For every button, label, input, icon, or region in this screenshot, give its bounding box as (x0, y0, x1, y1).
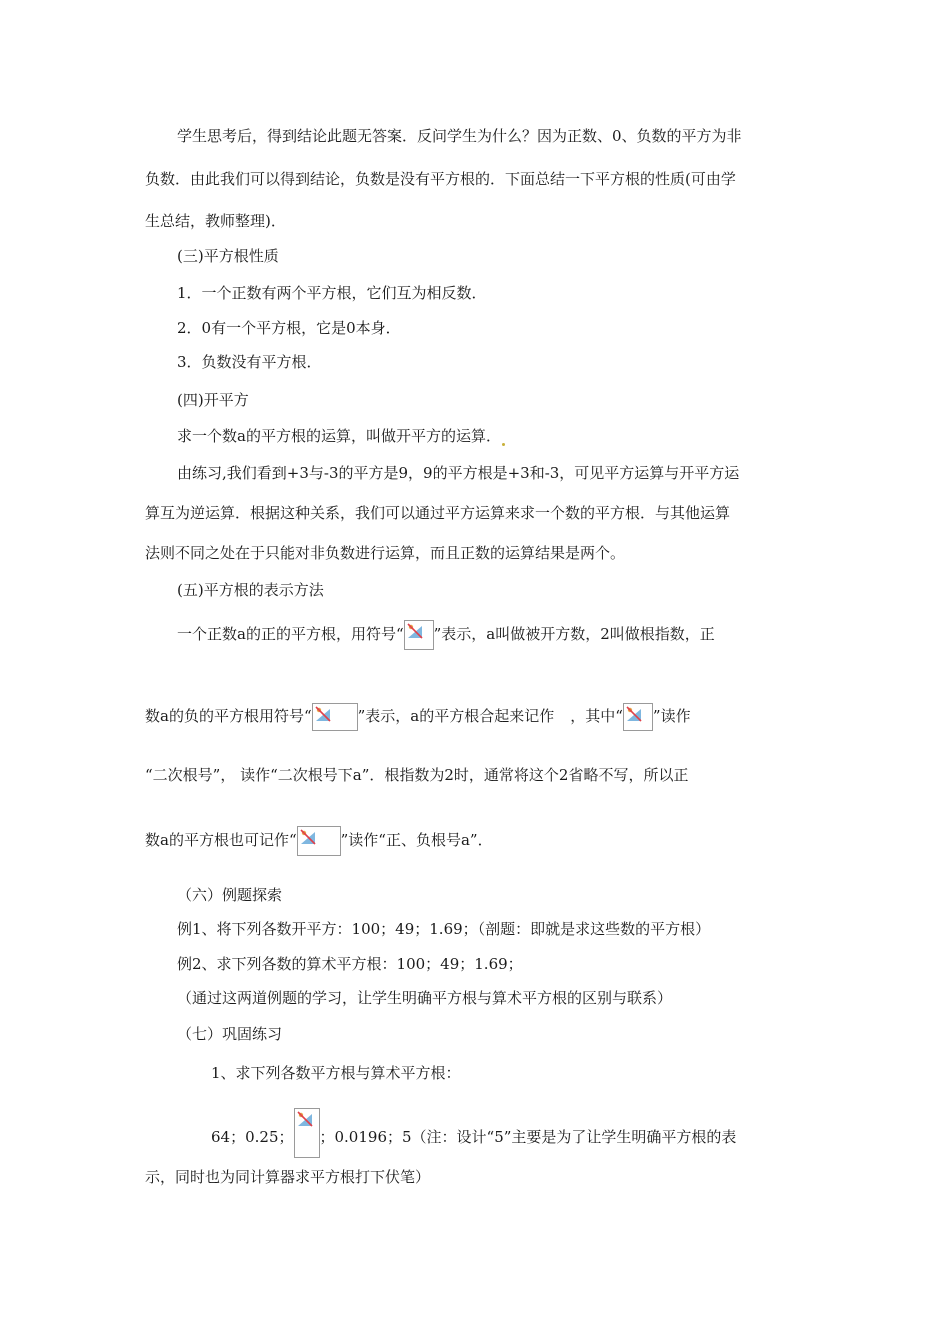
section-4-heading: (四)开平方 (177, 391, 249, 409)
property-3: 3．负数没有平方根． (177, 353, 322, 371)
para-1-line-2: 负数．由此我们可以得到结论，负数是没有平方根的．下面总结一下平方根的性质(可由学 (145, 170, 736, 188)
mark-dot (502, 443, 505, 446)
section-6-heading: （六）例题探索 (177, 886, 283, 904)
section-3-heading: (三)平方根性质 (177, 247, 279, 265)
exercise-1-items-b: ；0.0196；5（注：设计“5”主要是为了让学生明确平方根的表 (319, 1128, 737, 1146)
plus-minus-sqrt-symbol-image (297, 826, 341, 856)
radical-line-4 (145, 826, 493, 856)
radical-line-4-text-a: 数a的平方根也可记作“ (145, 831, 297, 849)
para-2-line-2: 算互为逆运算．根据这种关系，我们可以通过平方运算来求一个数的平方根．与其他运算 (145, 504, 731, 522)
radical-line-1-text-a: 一个正数a的正的平方根，用符号“ (177, 625, 404, 643)
para-1-line-3: 生总结，教师整理)． (145, 212, 286, 230)
para-2-line-3: 法则不同之处在于只能对非负数进行运算，而且正数的运算结果是两个。 (145, 544, 626, 562)
exercise-1: 1、求下列各数平方根与算术平方根： (211, 1064, 461, 1082)
property-2: 2．0有一个平方根，它是0本身． (177, 319, 401, 337)
radical-line-4-text-b: ”读作“正、负根号a”． (340, 831, 493, 849)
definition-text: 求一个数a的平方根的运算，叫做开平方的运算． (177, 427, 501, 445)
radical-sign-image (623, 703, 653, 731)
exercise-1-items-a: 64；0.25； (211, 1128, 294, 1146)
example-1: 例1、将下列各数开平方：100；49；1.69；（剖题：即就是求这些数的平方根） (177, 920, 711, 938)
radical-line-3: “二次根号”， 读作“二次根号下a”．根指数为2时，通常将这个2省略不写，所以正 (145, 766, 689, 784)
section-5-heading: (五)平方根的表示方法 (177, 581, 324, 599)
broken-image-icon (297, 1111, 313, 1127)
radical-line-1-text-b: ”表示，a叫做被开方数，2叫做根指数，正 (433, 625, 715, 643)
para-1-line-1: 学生思考后，得到结论此题无答案．反问学生为什么？因为正数、0、负数的平方为非 (177, 127, 742, 145)
radical-line-2-text-a: 数a的负的平方根用符号“ (145, 707, 312, 725)
exercise-1-items (211, 1108, 736, 1158)
negative-sqrt-symbol-image (312, 703, 358, 731)
radical-line-2-text-d: ”读作 (652, 707, 691, 725)
definition-line (177, 426, 506, 446)
example-note: （通过这两道例题的学习，让学生明确平方根与算术平方根的区别与联系） (177, 989, 673, 1007)
example-2: 例2、求下列各数的算术平方根：100；49；1.69； (177, 955, 523, 973)
property-1: 1．一个正数有两个平方根，它们互为相反数． (177, 284, 487, 302)
fraction-image (294, 1108, 320, 1158)
broken-image-icon (315, 706, 331, 722)
broken-image-icon (626, 706, 642, 722)
radical-line-2-text-c: ，其中“ (570, 707, 623, 725)
section-7-heading: （七）巩固练习 (177, 1025, 283, 1043)
broken-image-icon (407, 623, 423, 639)
sqrt-a-symbol-image (404, 620, 434, 650)
para-2-line-1: 由练习,我们看到+3与-3的平方是9，9的平方根是+3和-3，可见平方运算与开平方运 (177, 464, 740, 482)
radical-line-2-text-b: ”表示，a的平方根合起来记作 (357, 707, 555, 725)
radical-line-1 (177, 620, 715, 650)
radical-line-2 (145, 703, 691, 731)
broken-image-icon (300, 829, 316, 845)
exercise-1-continuation: 示，同时也为同计算器求平方根打下伏笔） (145, 1168, 431, 1186)
